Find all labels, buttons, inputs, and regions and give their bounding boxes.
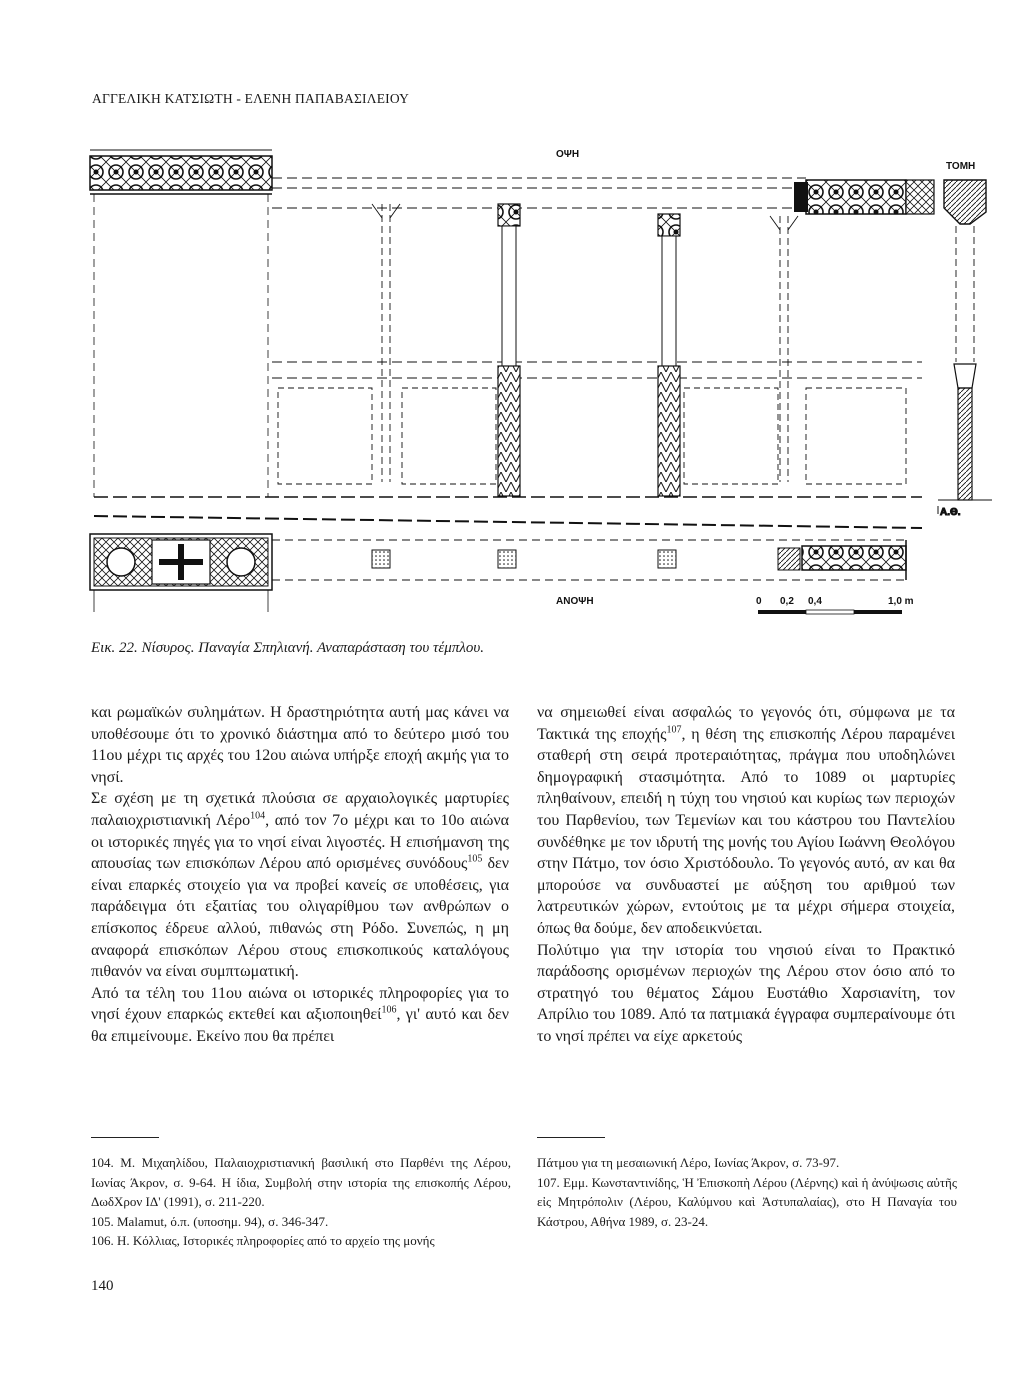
plan-drawing [372,540,906,580]
page-number: 140 [91,1278,114,1294]
figure-caption: Εικ. 22. Νίσυρος. Παναγία Σπηλιανή. Αναπαράσταση του τέμπλου. [91,640,484,656]
running-title: ΑΓΓΕΛΙΚΗ ΚΑΤΣΙΩΤΗ - ΕΛΕΝΗ ΠΑΠΑΒΑΣΙΛΕΙΟΥ [92,91,410,106]
paragraph: Σε σχέση με τη σχετικά πλούσια σε αρχαιολογικές μαρτυρίες παλαιοχριστιανική Λέρο$^{104}$, από τον 7ο μέχρι και το 10ο αιώνα οι ιστορικές πηγές για το νησί είναι λιγοστές. Η επισήμανση της απουσίας των επισκόπων Λέρου από ορισμένες συνόδους$^{105}$ δεν είναι επαρκές στοιχείο για να προβεί κανείς σε υποθέσεις, για παράδειγμα ότι εξαιτίας του ολιγαρίθμου των ανθρώπων ο επίσκοπος έδρευε αλλού, πιθανώς στη Ρόδο. Συνεπώς, η μη αναφορά επισκόπων Λέρου στους επισκοπικούς καταλόγους πιθανόν να είναι συμπτωματική. [91,790,510,981]
epistyle-fragment [794,180,934,214]
scale-tick-1: 0,2 [780,596,794,607]
footnote-marker: 105 [467,853,483,865]
elevation-label: ΟΨΗ [556,149,580,160]
elevation-pillars [372,204,798,482]
elevation-panels [278,388,906,484]
body-column-right [537,702,955,1048]
plan-label: ΑΝΟΨΗ [556,596,594,607]
section-drawing [938,180,992,518]
colonnette-right [658,214,680,496]
footnotes-left [91,1153,511,1251]
paragraph: να σημειωθεί είναι ασφαλώς το γεγονός ότι, σύμφωνα με τα Τακτικά της εποχής$^{107}$, η θέση της επισκοπής Λέρου παραμένει σταθερή στη σειρά προτεραιότητας, πράγμα που υποδηλώνει δημογραφική στασιμότητα. Από το 1089 οι μαρτυρίες πληθαίνουν, επειδή η τύχη του νησιού και κυρίως των περιοχών του Παρθενίου, των Τεμενίων και του κάστρου του Παντελίου συνδέθηκε με τον ιδρυτή της μονής του Αγίου Ιωάννη Θεολόγου στην Πάτμο, τον όσιο Χριστόδουλο. Το γεγονός αυτό, αν και θα μπορούσε να συνδυαστεί με αύξηση του αριθμού των λατρευτικών χώρων, εντούτοις με τα μέχρι σήμερα στοιχεία, όπως θα δούμε, δεν αποδεικνύεται. [537,704,955,937]
scale-tick-2: 0,4 [808,596,822,607]
footnote: 104. Μ. Μιχαηλίδου, Παλαιοχριστιανική βασιλική στο Παρθένι της Λέρου, Ιωνίας Άκρον, σ. 9-64. Η ίδια, Συμβολή στην ιστορία της επισκοπής Λέρου, ΔωδΧρον ΙΔ' (1991), σ. 211-220. [91,1155,511,1209]
footnote-marker: 107 [666,724,682,736]
section-marker: Α.Θ. [940,507,961,518]
section-label: ΤΟΜΗ [946,161,976,172]
colonnette-left [498,204,520,496]
footnote-rule-left [91,1137,159,1138]
footnote-rule-right [537,1137,605,1138]
footnotes-right [537,1153,957,1231]
footnote: 106. Η. Κόλλιας, Ιστορικές πληροφορίες από το αρχείο της μονής [91,1233,435,1248]
scale-bar [756,596,914,614]
footnote: 107. Εμμ. Κωνσταντινίδης, Ἡ Ἐπισκοπὴ Λέρου (Λέρνης) καὶ ἡ ἀνύψωσις αὐτῆς εἰς Μητρόπολιν (Λέρου, Καλύμνου καὶ Ἀστυπαλαίας), στο Η Παναγία του Κάστρου, Αθήνα 1989, σ. 23-24. [537,1174,957,1229]
scale-tick-3: 1,0 m [888,596,914,607]
footnote: 105. Malamut, ό.π. (υποσημ. 94), σ. 346-347. [91,1213,329,1229]
templon-drawing [86,142,996,622]
scale-tick-0: 0 [756,596,762,607]
body-column-left [91,702,509,1048]
left-slab-fragment [90,534,272,612]
paragraph: Από τα τέλη του 11ου αιώνα οι ιστορικές πληροφορίες για το νησί έχουν επαρκώς εκτεθεί και αξιοποιηθεί$^{106}$, γι' αυτό και δεν θα επιμείνουμε. Εκείνο που θα πρέπει [91,984,510,1045]
footnote-marker: 106 [381,1004,397,1016]
paragraph: Πολύτιμο για την ιστορία του νησιού είναι το Πρακτικό παράδοσης ορισμένων περιοχών της Λέρου στον όσιο από το στρατηγό του θέματος Σάμου Ευστάθιο Χαρσιανίτη, τον Απρίλιο του 1089. Από τα πατμιακά έγγραφα συμπεραίνουμε ότι το νησί πρέπει να είχε αρκετούς [537,941,955,1045]
paragraph: και ρωμαϊκών συλημάτων. Η δραστηριότητα αυτή μας κάνει να υποθέσουμε ότι το χρονικό διάστημα από το δεύτερο μισό του 11ου μέχρι τις αρχές του 12ου αιώνα υπήρξε εποχή ακμής για το νησί. [91,704,509,786]
left-frieze-fragment [90,150,272,497]
footnote-marker: 104 [250,810,266,822]
footnote: Πάτμου για τη μεσαιωνική Λέρο, Ιωνίας Άκρον, σ. 73-97. [537,1155,840,1170]
